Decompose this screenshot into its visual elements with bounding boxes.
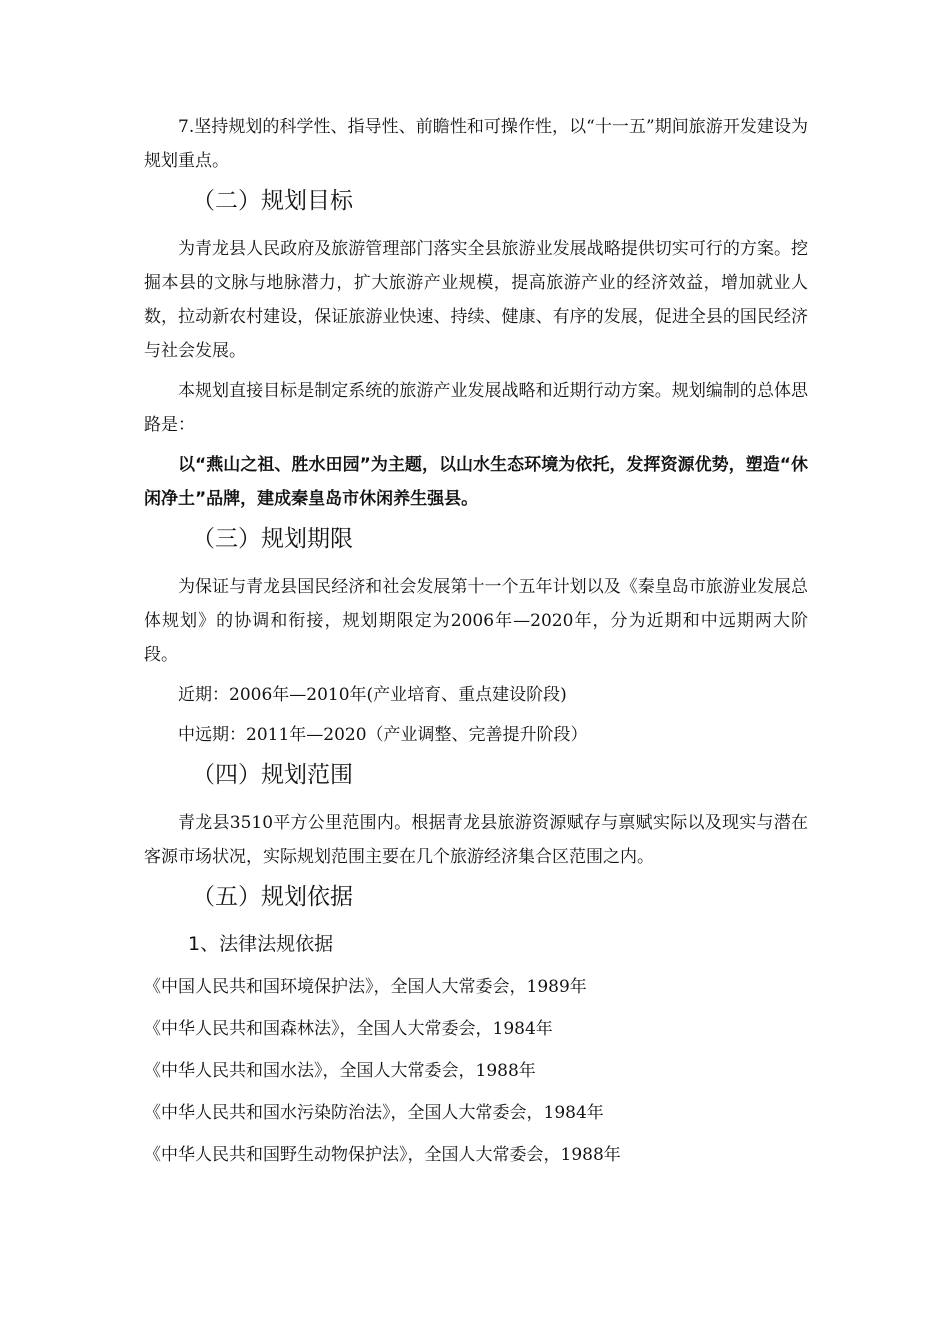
paragraph-goals-theme: 以“燕山之祖、胜水田园”为主题，以山水生态环境为依托，发挥资源优势，塑造“休闲净土”品牌，建成秦皇岛市休闲养生强县。	[144, 455, 808, 509]
paragraph-period-near: 近期：2006年—2010年(产业培育、重点建设阶段)	[178, 685, 567, 705]
paragraph-goals-2: 本规划直接目标是制定系统的旅游产业发展战略和近期行动方案。规划编制的总体思路是：	[144, 381, 808, 435]
heading-planning-goals: （二）规划目标	[192, 188, 353, 214]
law-item: 《中华人民共和国水污染防治法》，全国人大常委会，1984年	[144, 1103, 604, 1123]
law-item: 《中华人民共和国水法》，全国人大常委会，1988年	[144, 1061, 536, 1081]
paragraph-principle-7: 7.坚持规划的科学性、指导性、前瞻性和可操作性，以“十一五”期间旅游开发建设为规划重点。	[144, 117, 808, 171]
paragraph-scope-1: 青龙县3510平方公里范围内。根据青龙县旅游资源赋存与禀赋实际以及现实与潜在客源市场状况，实际规划范围主要在几个旅游经济集合区范围之内。	[144, 813, 808, 867]
heading-planning-scope: （四）规划范围	[192, 762, 353, 788]
law-item: 《中华人民共和国野生动物保护法》，全国人大常委会，1988年	[144, 1145, 621, 1165]
paragraph-period-far: 中远期：2011年—2020（产业调整、完善提升阶段）	[178, 725, 588, 745]
paragraph-period-1: 为保证与青龙县国民经济和社会发展第十一个五年计划以及《秦皇岛市旅游业发展总体规划》的协调和衔接，规划期限定为2006年—2020年，分为近期和中远期两大阶段。	[144, 577, 808, 665]
heading-planning-basis: （五）规划依据	[192, 884, 353, 910]
heading-planning-period: （三）规划期限	[192, 526, 353, 552]
document-body	[144, 110, 808, 1180]
paragraph-goals-1: 为青龙县人民政府及旅游管理部门落实全县旅游业发展战略提供切实可行的方案。挖掘本县的文脉与地脉潜力，扩大旅游产业规模，提高旅游产业的经济效益，增加就业人数，拉动新农村建设，保证旅游业快速、持续、健康、有序的发展，促进全县的国民经济与社会发展。	[144, 239, 808, 361]
law-item: 《中国人民共和国环境保护法》，全国人大常委会，1989年	[144, 977, 587, 997]
subheading-legal-basis: 1、法律法规依据	[188, 933, 334, 955]
law-item: 《中华人民共和国森林法》，全国人大常委会，1984年	[144, 1019, 553, 1039]
